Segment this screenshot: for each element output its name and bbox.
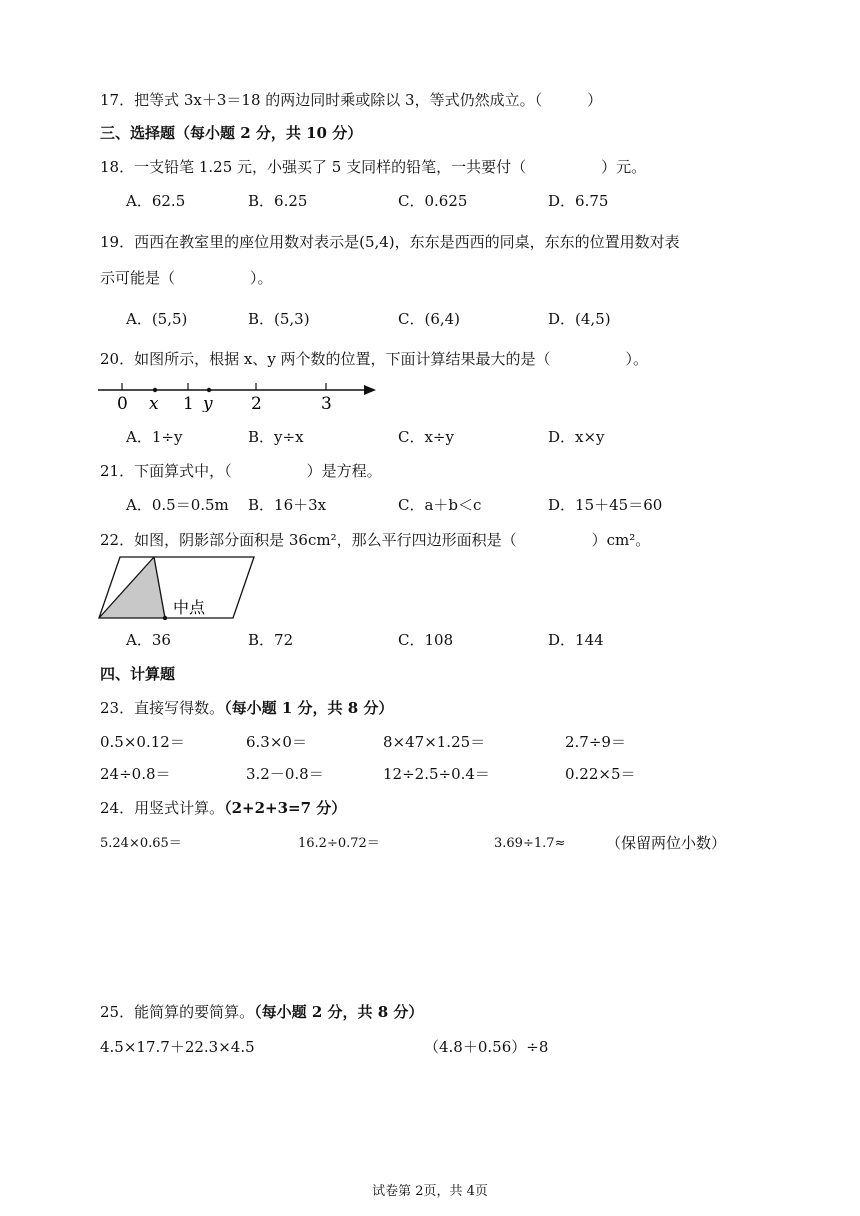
q21-option-b: B．16＋3x xyxy=(248,496,327,514)
q19-option-b: B．(5,3) xyxy=(248,310,310,328)
question-20-stem: 20．如图所示，根据 x、y 两个数的位置，下面计算结果最大的是（ ）。 xyxy=(100,350,649,368)
q24-item-1: 5.24×0.65＝ xyxy=(100,836,182,851)
q20-option-b: B．y÷x xyxy=(248,428,304,446)
point-y xyxy=(207,388,211,392)
question-23-title xyxy=(100,698,393,718)
question-24-title xyxy=(100,798,346,818)
q21-option-c: C．a＋b＜c xyxy=(398,496,482,514)
question-25-title xyxy=(100,1002,423,1022)
q23-item-1: 0.5×0.12＝ xyxy=(100,733,185,751)
q20-option-d: D．x×y xyxy=(548,428,605,446)
section-4-title: 四、计算题 xyxy=(100,665,176,683)
label-3: 3 xyxy=(321,394,332,412)
q23-item-2: 6.3×0＝ xyxy=(246,733,307,751)
q23-item-3: 8×47×1.25＝ xyxy=(383,733,486,751)
q18-option-a: A．62.5 xyxy=(126,192,186,210)
question-19-stem-line2: 示可能是（ ）。 xyxy=(100,269,273,287)
q24-item-3: 3.69÷1.7≈ xyxy=(494,836,566,851)
q22-option-b: B．72 xyxy=(248,631,294,649)
q20-option-a: A．1÷y xyxy=(126,428,183,446)
label-1: 1 xyxy=(183,394,194,412)
q20-option-c: C．x÷y xyxy=(398,428,454,446)
question-21-stem: 21．下面算式中，（ ）是方程。 xyxy=(100,462,382,480)
number-line-arrow xyxy=(364,385,376,395)
q18-option-d: D．6.75 xyxy=(548,192,609,210)
label-0: 0 xyxy=(117,394,128,412)
q23-item-8: 0.22×5＝ xyxy=(565,765,636,783)
q18-option-c: C．0.625 xyxy=(398,192,468,210)
section-3-title: 三、选择题（每小题 2 分，共 10 分） xyxy=(100,124,363,142)
question-19-stem-line1: 19．西西在教室里的座位用数对表示是(5,4)，东东是西西的同桌，东东的位置用数对表 xyxy=(100,233,680,251)
q18-option-b: B．6.25 xyxy=(248,192,308,210)
midpoint-dot xyxy=(163,616,167,620)
point-x xyxy=(153,388,157,392)
q22-option-a: A．36 xyxy=(126,631,171,649)
q24-rounding-hint: （保留两位小数） xyxy=(606,834,727,852)
label-2: 2 xyxy=(251,394,262,412)
q22-option-c: C．108 xyxy=(398,631,454,649)
q25-item-1: 4.5×17.7＋22.3×4.5 xyxy=(100,1038,255,1056)
midpoint-label: 中点 xyxy=(173,598,206,617)
question-17: 17．把等式 3x＋3＝18 的两边同时乘或除以 3，等式仍然成立。（ ） xyxy=(100,91,603,109)
q25-title-text: 25．能简算的要简算。 xyxy=(100,1003,255,1021)
q19-option-a: A．(5,5) xyxy=(126,310,188,328)
q24-title-text: 24．用竖式计算。 xyxy=(100,799,225,817)
q19-option-c: C．(6,4) xyxy=(398,310,461,328)
q25-score-note: （每小题 2 分，共 8 分） xyxy=(254,1003,424,1021)
q23-title-text: 23．直接写得数。 xyxy=(100,699,225,717)
q22-option-d: D．144 xyxy=(548,631,604,649)
q23-item-6: 3.2－0.8＝ xyxy=(246,765,324,783)
q23-score-note: （每小题 1 分，共 8 分） xyxy=(224,699,394,717)
q19-option-d: D．(4,5) xyxy=(548,310,611,328)
q24-score-note: （2+2+3=7 分） xyxy=(224,799,347,817)
number-line-figure xyxy=(96,378,386,412)
label-y: y xyxy=(203,394,213,412)
q21-option-d: D．15＋45＝60 xyxy=(548,496,663,514)
label-x: x xyxy=(149,394,159,412)
q23-item-7: 12÷2.5÷0.4＝ xyxy=(383,765,490,783)
page-footer: 试卷第 2页，共 4页 xyxy=(372,1184,488,1199)
q23-item-4: 2.7÷9＝ xyxy=(565,733,626,751)
parallelogram-figure xyxy=(96,554,266,620)
question-18-stem: 18．一支铅笔 1.25 元，小强买了 5 支同样的铅笔，一共要付（ ）元。 xyxy=(100,158,647,176)
q24-item-2: 16.2÷0.72＝ xyxy=(298,836,380,851)
q25-item-2: （4.8＋0.56）÷8 xyxy=(424,1038,549,1056)
q21-option-a: A．0.5＝0.5m xyxy=(126,496,229,514)
q23-item-5: 24÷0.8＝ xyxy=(100,765,171,783)
question-22-stem: 22．如图，阴影部分面积是 36cm²，那么平行四边形面积是（ ）cm²。 xyxy=(100,531,651,549)
